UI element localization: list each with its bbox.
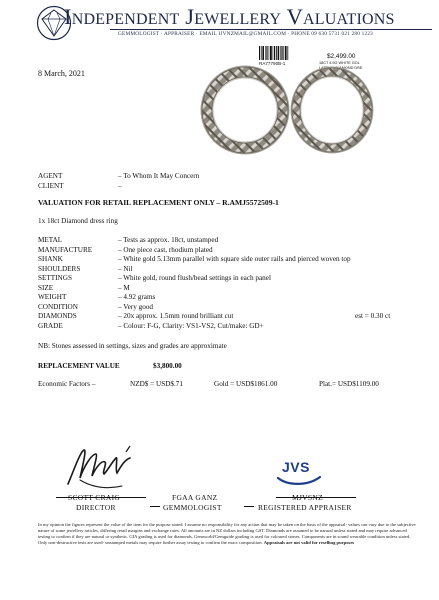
replacement-label: REPLACEMENT VALUE xyxy=(38,362,120,370)
replacement-value: $3,800.00 xyxy=(153,362,182,370)
ring-photo xyxy=(200,62,380,158)
ring-side-view xyxy=(291,67,373,153)
approximation-note: NB: Stones assessed in settings, sizes and grades are approximate xyxy=(38,342,227,350)
spec-value: – Nil xyxy=(118,264,133,273)
spec-value: – 4.92 grams xyxy=(118,293,156,301)
disclaimer-text xyxy=(38,522,418,546)
gemmologist-role: GEMMOLOGIST xyxy=(163,503,222,512)
economic-label: Economic Factors – xyxy=(38,380,96,388)
agent-label: AGENT xyxy=(38,172,63,180)
economic-plat: Plat.= USD$1109.00 xyxy=(319,380,379,388)
barcode-icon xyxy=(259,46,289,60)
company-contact-line: GEMMOLOGIST · APPRAISER · EMAIL IJVNZMAIL@GMAIL.COM · PHONE 09 630 5731 021 280 1223 xyxy=(118,31,374,37)
appraiser-role: REGISTERED APPRAISER xyxy=(258,503,352,512)
agent-value: – To Whom It May Concern xyxy=(118,172,200,180)
appraiser-credentials: MJVSNZ xyxy=(292,493,323,502)
spec-value: – 20x approx. 1.5mm round brilliant cut xyxy=(118,312,234,320)
spec-label: SHOULDERS xyxy=(38,264,81,273)
gemmologist-credentials: FGAA GANZ xyxy=(172,493,218,502)
economic-nzd: NZD$ = USD$.71 xyxy=(130,380,183,388)
spec-label: METAL xyxy=(38,236,63,244)
diamonds-estimate: est = 0.30 ct xyxy=(355,312,391,320)
tag-line-1: 18CT 4.9G WHITE GOL xyxy=(319,61,360,65)
spec-value: – One piece cast, rhodium plated xyxy=(118,245,213,254)
ring-front-view xyxy=(201,66,289,154)
spec-value: – White gold, round flush/bead settings in each panel xyxy=(118,274,271,282)
jvs-logo: JVS xyxy=(282,459,310,475)
company-title: Independent Jewellery Valuations xyxy=(64,4,395,29)
separator-dash xyxy=(150,506,160,507)
spec-label: SETTINGS xyxy=(38,274,72,282)
spec-label: SHANK xyxy=(38,255,63,263)
header-divider xyxy=(110,29,432,30)
director-name: SCOTT CRAIG xyxy=(68,493,121,502)
tag-line-2: LATTICE DIAMOND DRE xyxy=(319,65,363,70)
separator-dash xyxy=(244,506,254,507)
item-title: 1x 18ct Diamond dress ring xyxy=(38,217,118,225)
tag-line-3: 8TH/R.A xyxy=(327,70,342,74)
spec-value: – Colour: F-G, Clarity: VS1-VS2, Cut/make: GD+ xyxy=(118,321,264,330)
spec-label: WEIGHT xyxy=(38,293,67,301)
spec-label: GRADE xyxy=(38,321,63,330)
tag-price: $2,499.00 xyxy=(327,53,356,60)
spec-value: – Tests as approx. 18ct, unstamped xyxy=(118,236,219,244)
valuation-heading: VALUATION FOR RETAIL REPLACEMENT ONLY – R.AMJ5572509-1 xyxy=(38,198,279,207)
disclaimer-body: In my opinion the figures represent the value of the item for the purpose stated. I assume no responsibility for any action that may be taken on the basis of the appraisal- values can vary due to the subjective nature of some jewellery articles, differing retail margins and exchange rates. All amounts are in NZ dollars including GST. Diamonds are assumed to be natural unless stated and may require advanced testing to confirm if they are natural or synthetic. GIA grading is used for diamonds, Gemworld/Gemguide grading is used for coloured stones. Components are in sound wearable condition unless stated. Only non-destructive tests are used- unstamped metals may require further assay testing to confirm the exact composition. xyxy=(38,522,416,546)
spec-label: MANUFACTURE xyxy=(38,245,93,254)
spec-value: – M xyxy=(118,283,130,292)
spec-value: – Very good xyxy=(118,302,154,311)
spec-label: DIAMONDS xyxy=(38,312,77,320)
client-value: – xyxy=(118,182,122,190)
jvs-logo-swoosh-icon xyxy=(276,474,322,486)
tag-code: RA77790B-1 xyxy=(259,61,286,66)
spec-label: SIZE xyxy=(38,283,54,292)
spec-label: CONDITION xyxy=(38,302,78,311)
director-signature xyxy=(60,440,140,498)
director-role: DIRECTOR xyxy=(76,503,116,512)
client-label: CLIENT xyxy=(38,182,64,190)
spec-value: – White gold 5.13mm parallel with square side outer rails and pierced woven top xyxy=(118,255,351,263)
valuation-date: 8 March, 2021 xyxy=(38,69,85,78)
economic-gold: Gold = USD$1861.00 xyxy=(214,380,278,388)
disclaimer-emphasis: Appraisals are not valid for reselling purposes xyxy=(263,540,355,546)
